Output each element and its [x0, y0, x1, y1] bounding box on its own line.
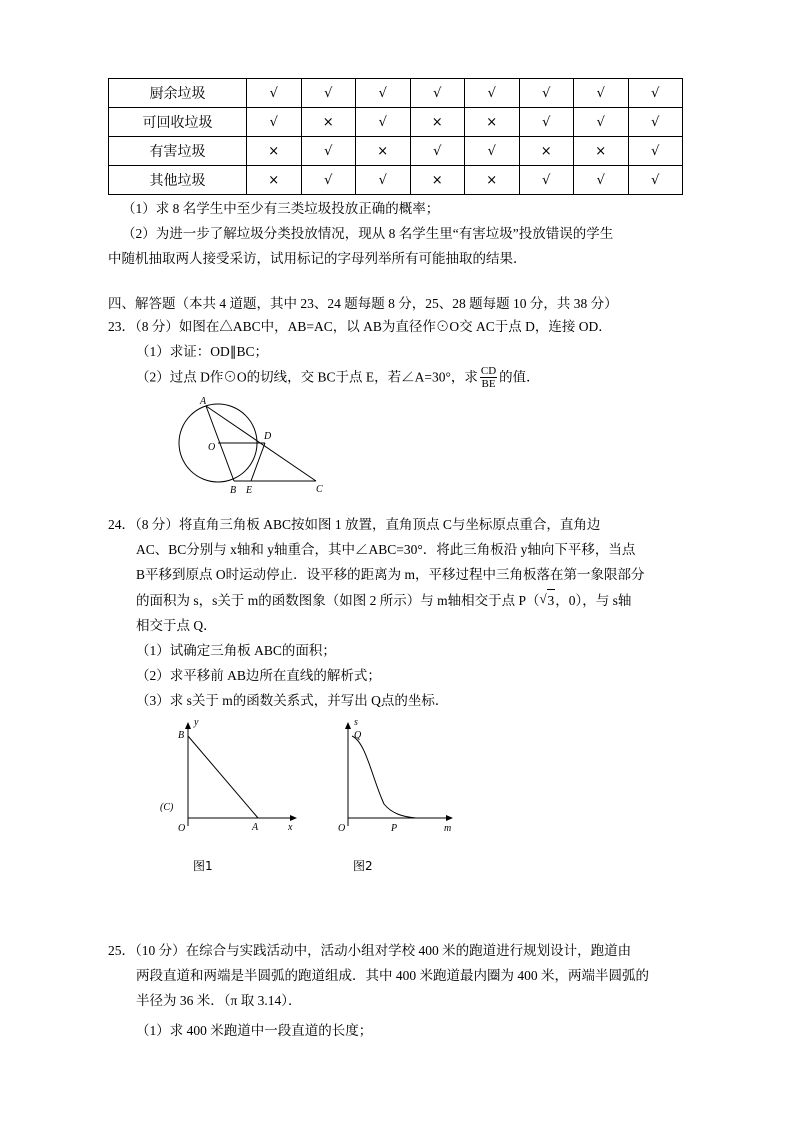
q24-line4-pre: 的面积为 s，s关于 m的函数图象（如图 2 所示）与 m轴相交于点 P（ — [136, 593, 540, 608]
cell: √ — [356, 166, 411, 195]
cell: √ — [519, 108, 574, 137]
fig2-label-O: O — [338, 823, 346, 834]
cell: × — [519, 137, 574, 166]
fraction-denominator: BE — [481, 378, 496, 390]
q23-part2-pre: （2）过点 D作⊙O的切线，交 BC于点 E，若∠A=30°，求 — [136, 369, 478, 385]
fig1-label-C: (C) — [160, 802, 174, 813]
table-row — [109, 79, 683, 108]
q23-part2 — [108, 366, 686, 391]
fig2-label-s: s — [354, 718, 358, 728]
q24-part3: （3）求 s关于 m的函数关系式，并写出 Q点的坐标． — [136, 693, 449, 708]
cell: √ — [519, 166, 574, 195]
cell: × — [356, 137, 411, 166]
fraction-numerator: CD — [480, 365, 497, 377]
cell: √ — [628, 79, 683, 108]
q24-line3: B平移到原点 O时运动停止．设平移的距离为 m，平移过程中三角板落在第一象限部分 — [136, 567, 645, 582]
cell: √ — [465, 79, 520, 108]
table-row — [109, 108, 683, 137]
cell: √ — [301, 166, 356, 195]
cell: √ — [410, 137, 465, 166]
q24-part1: （1）试确定三角板 ABC的面积； — [136, 643, 336, 658]
q24-line5: 相交于点 Q． — [136, 618, 217, 633]
cell: √ — [519, 79, 574, 108]
q24-line2: AC、BC分别与 x轴和 y轴重合，其中∠ABC=30°．将此三角板沿 y轴向下平移，当点 — [136, 542, 636, 557]
sqrt-radicand: 3 — [547, 589, 556, 612]
cell: √ — [628, 108, 683, 137]
cell: √ — [301, 79, 356, 108]
cell: × — [247, 166, 302, 195]
figure-q23 — [156, 395, 686, 500]
cell: √ — [628, 137, 683, 166]
cell: × — [574, 137, 629, 166]
fig1-label-B: B — [178, 730, 185, 741]
cell: √ — [301, 137, 356, 166]
fraction-cd-be — [480, 365, 497, 390]
fig1-label-O: O — [178, 823, 186, 834]
label-A: A — [200, 396, 207, 407]
table-row — [109, 166, 683, 195]
q25-line2: 两段直道和两端是半圆弧的跑道组成．其中 400 米跑道最内圈为 400 米，两端半圆弧的 — [136, 968, 649, 983]
fig1-label-y: y — [194, 718, 199, 728]
cell: × — [247, 137, 302, 166]
row-label: 厨余垃圾 — [109, 79, 247, 108]
cell: √ — [574, 166, 629, 195]
q23-part1: （1）求证：OD∥BC； — [136, 344, 269, 359]
cell: √ — [356, 79, 411, 108]
cell: × — [301, 108, 356, 137]
q25-line3: 半径为 36 米．（π 取 3.14）． — [136, 993, 302, 1008]
label-B: B — [230, 485, 237, 496]
fig1-label-x: x — [288, 822, 293, 833]
q23-part2-post: 的值． — [499, 369, 540, 385]
figure-q24 — [148, 718, 686, 888]
q24-part2: （2）求平移前 AB边所在直线的解析式； — [136, 668, 381, 683]
cell: √ — [247, 79, 302, 108]
label-C: C — [316, 484, 323, 495]
figure-q24-svg — [148, 718, 478, 883]
q24-line4 — [108, 589, 686, 612]
garbage-sorting-table — [108, 78, 683, 195]
cell: √ — [574, 108, 629, 137]
q22-part2-line2: 中随机抽取两人接受采访，试用标记的字母列举所有可能抽取的结果． — [108, 251, 527, 266]
label-E: E — [246, 485, 253, 496]
q24-line1: 24．（8 分）将直角三角板 ABC按如图 1 放置，直角顶点 C与坐标原点重合，直角边 — [108, 517, 601, 532]
q23-stem: 23．（8 分）如图在△ABC中，AB=AC，以 AB为直径作⊙O交 AC于点 D，连接 OD． — [108, 319, 612, 334]
fig1-caption: 图1 — [193, 859, 213, 873]
q22-part2-line1: （2）为进一步了解垃圾分类投放情况，现从 8 名学生里“有害垃圾”投放错误的学生 — [122, 226, 614, 241]
cell: × — [465, 166, 520, 195]
q25-part1: （1）求 400 米跑道中一段直道的长度； — [136, 1023, 373, 1038]
fig2-label-Q: Q — [354, 730, 362, 741]
fig2-label-m: m — [444, 823, 452, 834]
q25-line1: 25．（10 分）在综合与实践活动中，活动小组对学校 400 米的跑道进行规划设计，跑道由 — [108, 943, 632, 958]
cell: √ — [628, 166, 683, 195]
cell: × — [465, 108, 520, 137]
sqrt-3 — [540, 589, 556, 612]
label-O: O — [208, 442, 216, 453]
row-label: 可回收垃圾 — [109, 108, 247, 137]
document-content — [108, 78, 686, 1042]
cell: √ — [356, 108, 411, 137]
cell: √ — [574, 79, 629, 108]
fig1-label-A: A — [252, 822, 259, 833]
row-label: 有害垃圾 — [109, 137, 247, 166]
figure-q23-svg — [156, 395, 406, 500]
q24-line4-post: ，0），与 s轴 — [555, 593, 632, 608]
label-D: D — [264, 431, 272, 442]
table-row — [109, 137, 683, 166]
q22-part1: （1）求 8 名学生中至少有三类垃圾投放正确的概率； — [122, 201, 440, 216]
fig2-caption: 图2 — [353, 859, 373, 873]
cell: √ — [465, 137, 520, 166]
cell: × — [410, 166, 465, 195]
cell: × — [410, 108, 465, 137]
row-label: 其他垃圾 — [109, 166, 247, 195]
cell: √ — [410, 79, 465, 108]
section-heading: 四、解答题（本共 4 道题，其中 23、24 题每题 8 分，25、28 题每题 10 分，共 38 分） — [108, 296, 618, 311]
cell: √ — [247, 108, 302, 137]
fig2-label-P: P — [391, 823, 398, 834]
